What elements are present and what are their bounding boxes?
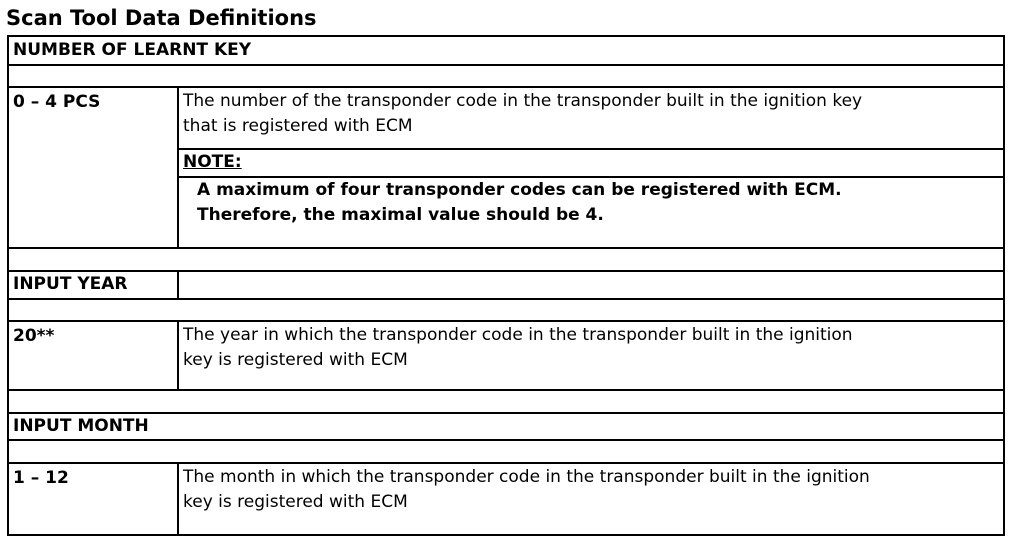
description-cell-input-month <box>178 463 1004 535</box>
section-header-empty-cell <box>178 271 1004 299</box>
spacer-row <box>8 299 1004 322</box>
page-title: Scan Tool Data Definitions <box>6 6 317 30</box>
description-line: key is registered with ECM <box>183 492 408 513</box>
section-header-row <box>8 271 1004 299</box>
value-cell-learnt-key: 0 – 4 PCS <box>8 87 178 248</box>
section-header-input-year: INPUT YEAR <box>8 271 178 299</box>
spacer-cell <box>8 248 1004 271</box>
spacer-row <box>8 65 1004 88</box>
description-line: that is registered with ECM <box>183 116 413 137</box>
spacer-cell <box>8 299 1004 322</box>
note-line: Therefore, the maximal value should be 4. <box>197 204 604 225</box>
value-cell-input-month: 1 – 12 <box>8 463 178 535</box>
spacer-cell <box>8 390 1004 413</box>
definitions-table <box>7 35 1005 536</box>
table-row <box>8 321 1004 390</box>
spacer-row <box>8 440 1004 463</box>
description-cell-learnt-key <box>178 87 1004 149</box>
description-cell-input-year <box>178 321 1004 390</box>
spacer-row <box>8 248 1004 271</box>
note-body <box>178 177 1004 249</box>
description-line: The year in which the transponder code in the transponder built in the ignition <box>183 325 853 346</box>
spacer-row <box>8 390 1004 413</box>
note-label: NOTE: <box>178 149 1004 177</box>
section-header-row <box>8 36 1004 65</box>
section-header-input-month: INPUT MONTH <box>8 413 1004 441</box>
description-line: The number of the transponder code in the transponder built in the ignition key <box>183 91 863 112</box>
value-cell-input-year: 20** <box>8 321 178 390</box>
section-header-row <box>8 413 1004 441</box>
table-row <box>8 87 1004 149</box>
table-row <box>8 463 1004 535</box>
spacer-cell <box>8 440 1004 463</box>
note-line: A maximum of four transponder codes can be registered with ECM. <box>197 179 842 200</box>
spacer-cell <box>8 65 1004 88</box>
description-line: The month in which the transponder code in the transponder built in the ignition <box>183 467 870 488</box>
description-line: key is registered with ECM <box>183 350 408 371</box>
section-header-learnt-key: NUMBER OF LEARNT KEY <box>8 36 1004 65</box>
